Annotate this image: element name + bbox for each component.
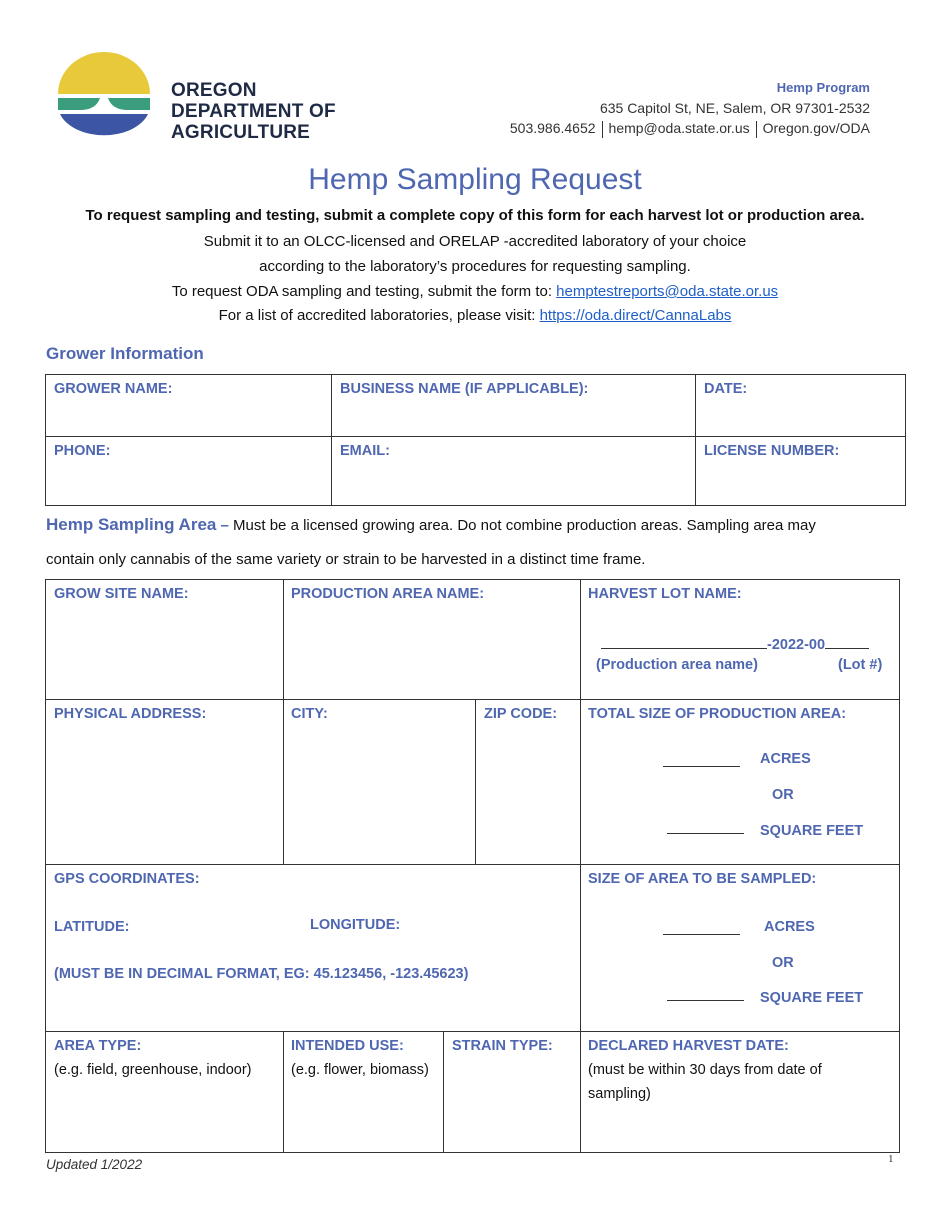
grower-col-divider	[331, 374, 332, 506]
intro-line-2: Submit it to an OLCC-licensed and ORELAP -accredited laboratory of your choice	[203, 233, 747, 250]
harvest-lot-name-label: HARVEST LOT NAME:	[588, 586, 742, 602]
intro-line-5	[0, 307, 950, 324]
sampled-acres-label: ACRES	[764, 919, 815, 935]
size-sampled-label: SIZE OF AREA TO BE SAMPLED:	[588, 871, 817, 887]
gps-coordinates-label: GPS COORDINATES:	[54, 871, 200, 887]
area-type-label: AREA TYPE:	[54, 1038, 142, 1054]
logo-wordmark	[171, 80, 336, 143]
labs-link[interactable]: https://oda.direct/CannaLabs	[539, 307, 732, 324]
sampled-square-feet-blank	[667, 1000, 744, 1001]
harvest-lot-template	[601, 633, 869, 653]
sampling-section-intro	[46, 515, 916, 535]
program-name: Hemp Program	[776, 80, 870, 95]
sampling-col-divider	[475, 699, 476, 864]
logo-line-department: DEPARTMENT OF	[171, 101, 336, 122]
lot-number-blank	[825, 633, 869, 649]
phone-label: PHONE:	[54, 443, 111, 459]
contact-block	[510, 78, 870, 138]
sampling-col-divider	[443, 1031, 444, 1153]
sampling-col-divider	[580, 579, 581, 1153]
sampled-or-label: OR	[772, 955, 794, 971]
office-phone: 503.986.4652	[509, 120, 596, 136]
total-acres-label: ACRES	[760, 751, 811, 767]
office-email: hemp@oda.state.or.us	[608, 120, 750, 136]
grower-row-divider	[45, 436, 906, 437]
sampling-description-1: Must be a licensed growing area. Do not combine production areas. Sampling area may	[233, 517, 816, 534]
intro-line-3: according to the laboratory’s procedures for requesting sampling.	[259, 258, 691, 275]
grower-section-heading: Grower Information	[46, 344, 204, 363]
intro-line-5-text: For a list of accredited laboratories, please visit:	[218, 307, 540, 324]
total-or-label: OR	[772, 787, 794, 803]
page-title: Hemp Sampling Request	[308, 163, 642, 196]
office-website: Oregon.gov/ODA	[762, 120, 870, 136]
sampling-section-heading: Hemp Sampling Area	[46, 515, 217, 534]
date-label: DATE:	[704, 381, 748, 397]
intro-bold-line: To request sampling and testing, submit a complete copy of this form for each harvest lot or production area.	[85, 207, 865, 224]
decimal-format-note: (MUST BE IN DECIMAL FORMAT, EG: 45.123456, -123.45623)	[54, 966, 469, 982]
grower-name-label: GROWER NAME:	[54, 381, 173, 397]
intended-use-label: INTENDED USE:	[291, 1038, 404, 1054]
lot-caption-lot-number: (Lot #)	[838, 657, 883, 673]
harvest-date-note-1: (must be within 30 days from date of	[588, 1062, 822, 1078]
latitude-label: LATITUDE:	[54, 919, 130, 935]
total-acres-blank	[663, 766, 740, 767]
intro-line-4-text: To request ODA sampling and testing, submit the form to:	[171, 283, 557, 300]
email-link[interactable]: hemptestreports@oda.state.or.us	[556, 283, 779, 300]
logo-line-agriculture: AGRICULTURE	[171, 122, 311, 143]
logo-line-oregon: OREGON	[171, 80, 257, 101]
separator	[756, 121, 757, 138]
harvest-date-note-2: sampling)	[588, 1086, 651, 1102]
sampling-col-divider	[283, 579, 284, 864]
total-square-feet-label: SQUARE FEET	[760, 823, 864, 839]
zip-code-label: ZIP CODE:	[484, 706, 558, 722]
area-type-example: (e.g. field, greenhouse, indoor)	[54, 1062, 252, 1078]
city-label: CITY:	[291, 706, 328, 722]
heading-dash: –	[216, 517, 234, 534]
total-square-feet-blank	[667, 833, 744, 834]
updated-date: Updated 1/2022	[46, 1157, 143, 1172]
oda-logo-icon	[56, 50, 152, 142]
sampled-square-feet-label: SQUARE FEET	[760, 990, 864, 1006]
longitude-label: LONGITUDE:	[310, 917, 401, 933]
lot-year-suffix: -2022-00	[767, 637, 826, 653]
sampling-row-divider	[45, 699, 900, 700]
sampling-description-2: contain only cannabis of the same variety or strain to be harvested in a distinct time frame.	[46, 551, 646, 568]
office-address: 635 Capitol St, NE, Salem, OR 97301-2532	[599, 100, 870, 116]
intro-line-4	[0, 283, 950, 300]
grower-col-divider	[695, 374, 696, 506]
production-area-name-label: PRODUCTION AREA NAME:	[291, 586, 485, 602]
business-name-label: BUSINESS NAME (IF APPLICABLE):	[340, 381, 589, 397]
license-number-label: LICENSE NUMBER:	[704, 443, 840, 459]
production-area-blank	[601, 633, 767, 649]
separator	[602, 121, 603, 138]
sampled-acres-blank	[663, 934, 740, 935]
strain-type-label: STRAIN TYPE:	[452, 1038, 553, 1054]
total-size-label: TOTAL SIZE OF PRODUCTION AREA:	[588, 706, 847, 722]
intended-use-example: (e.g. flower, biomass)	[291, 1062, 429, 1078]
physical-address-label: PHYSICAL ADDRESS:	[54, 706, 207, 722]
lot-caption-production-area: (Production area name)	[596, 657, 758, 673]
sampling-row-divider	[45, 1031, 900, 1032]
sampling-col-divider	[283, 1031, 284, 1153]
sampling-row-divider	[45, 864, 900, 865]
contact-line	[510, 118, 870, 138]
email-label: EMAIL:	[340, 443, 390, 459]
declared-harvest-date-label: DECLARED HARVEST DATE:	[588, 1038, 789, 1054]
grow-site-name-label: GROW SITE NAME:	[54, 586, 189, 602]
page-number: 1	[888, 1153, 894, 1165]
